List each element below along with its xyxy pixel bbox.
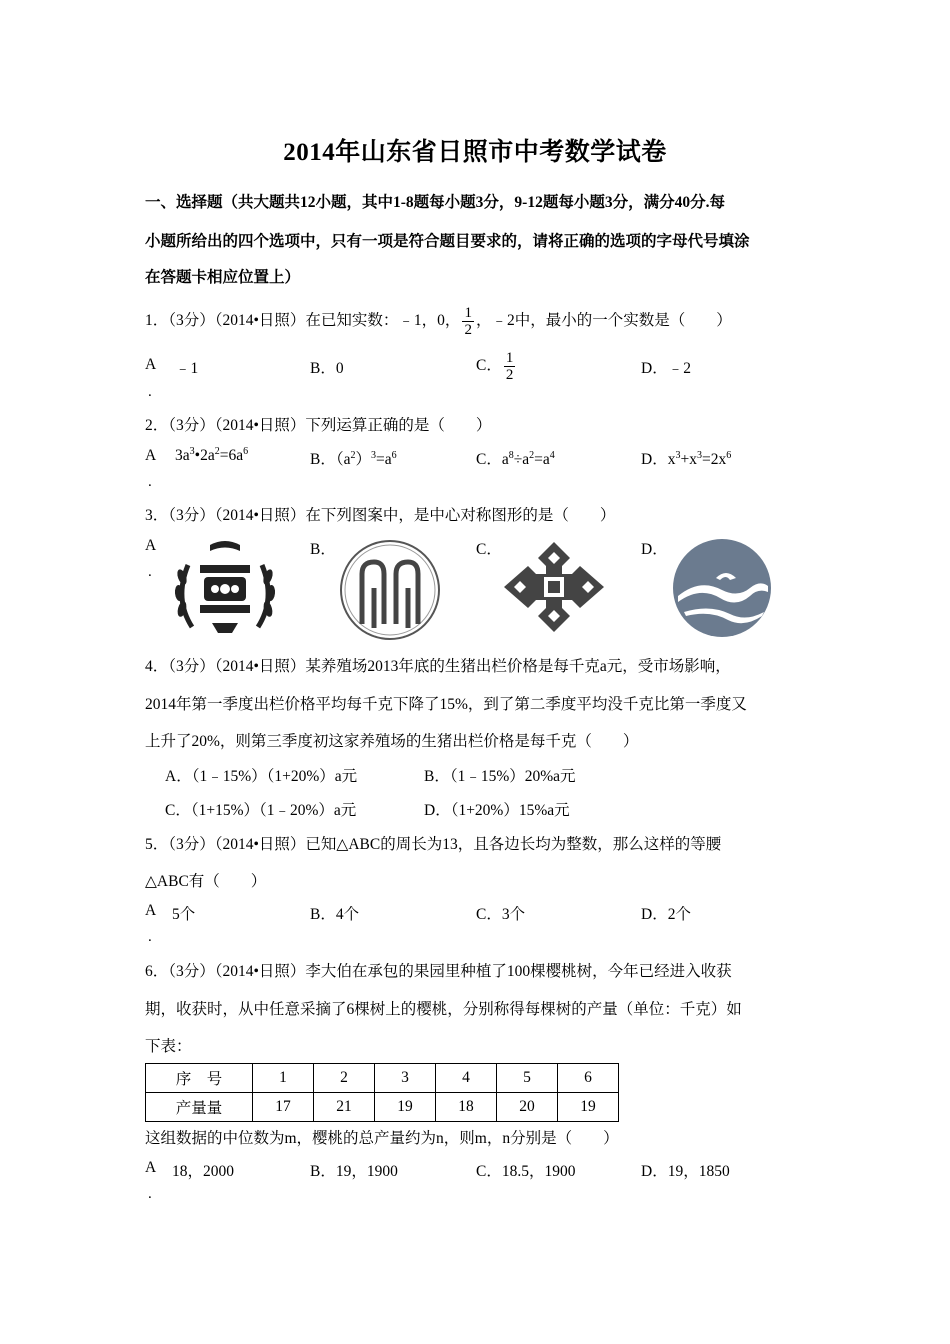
table-header-cell: 序 号 bbox=[146, 1064, 253, 1093]
question-6-stem-line-1: 6．（3分）（2014•日照）李大伯在承包的果园里种植了100棵樱桃树，今年已经进入收获 bbox=[145, 963, 732, 980]
table-cell: 18 bbox=[436, 1093, 497, 1122]
table-cell: 2 bbox=[314, 1064, 375, 1093]
question-2-stem: 2．（3分）（2014•日照）下列运算正确的是（ ） bbox=[145, 417, 492, 434]
question-5-option-d: D．2个 bbox=[641, 906, 691, 923]
question-6-after-table: 这组数据的中位数为m，樱桃的总产量约为n，则m，n分别是（ ） bbox=[145, 1130, 619, 1147]
question-2-option-d-label: D． bbox=[641, 451, 668, 468]
question-4-option-a: A．（1﹣15%）（1+20%）a元 bbox=[165, 768, 358, 785]
question-4-stem-line-3: 上升了20%，则第三季度初这家养殖场的生猪出栏价格是每千克（ ） bbox=[145, 733, 639, 750]
question-1-fraction-denominator: 2 bbox=[464, 321, 472, 338]
option-dot: . bbox=[148, 929, 152, 945]
question-3-option-b-label: B． bbox=[310, 541, 336, 558]
question-5-stem-line-2: △ABC有（ ） bbox=[145, 873, 267, 890]
section-heading-line-2: 小题所给出的四个选项中，只有一项是符合题目要求的，请将正确的选项的字母代号填涂 bbox=[145, 233, 750, 250]
table-cell: 21 bbox=[314, 1093, 375, 1122]
question-1-stem-part-a: 1．（3分）（2014•日照）在已知实数：﹣1，0， bbox=[145, 312, 461, 329]
question-4-stem-line-2: 2014年第一季度出栏价格平均每千克下降了15%，到了第二季度平均没千克比第一季度又 bbox=[145, 696, 747, 713]
table-row bbox=[146, 1064, 619, 1093]
table-cell: 17 bbox=[253, 1093, 314, 1122]
question-2-option-c: C．$a^8\div a^2=a^4$ bbox=[476, 450, 555, 468]
table-cell: 3 bbox=[375, 1064, 436, 1093]
option-dot: . bbox=[148, 474, 152, 490]
question-1-option-c-denominator: 2 bbox=[505, 367, 514, 383]
question-2-option-a-label: A bbox=[145, 447, 157, 464]
question-2-option-a: $3a^3•2a^2=6a^6$ bbox=[175, 446, 249, 464]
question-3-option-a-label: A bbox=[145, 537, 157, 554]
question-5-option-a-label: A bbox=[145, 902, 157, 919]
question-1-option-c bbox=[476, 350, 517, 383]
question-2-option-c-label: C． bbox=[476, 451, 502, 468]
question-1-fraction-numerator: 1 bbox=[464, 304, 472, 321]
question-4-option-d: D．（1+20%）15%a元 bbox=[424, 802, 570, 819]
wave-circle-figure bbox=[670, 538, 774, 638]
emblem-laurel-figure bbox=[170, 537, 280, 641]
table-row bbox=[146, 1093, 619, 1122]
question-6-option-d: D．19，1850 bbox=[641, 1163, 730, 1180]
table-cell: 1 bbox=[253, 1064, 314, 1093]
question-2-option-b-label: B． bbox=[310, 451, 336, 468]
question-4-option-b: B．（1﹣15%）20%a元 bbox=[424, 768, 576, 785]
section-heading-line-3: 在答题卡相应位置上） bbox=[145, 269, 301, 286]
question-1-stem-part-b: ，﹣2中，最小的一个实数是（ ） bbox=[475, 312, 732, 329]
question-2-option-d: D．$x^3+x^3=2x^6$ bbox=[641, 450, 732, 468]
section-heading-line-1: 一、选择题（共大题共12小题，其中1-8题每小题3分，9-12题每小题3分，满分40分.每 bbox=[145, 194, 725, 211]
table-cell: 6 bbox=[558, 1064, 619, 1093]
question-1-option-c-label: C． bbox=[476, 357, 502, 374]
question-1-option-d: D．﹣2 bbox=[641, 360, 691, 377]
question-6-option-b: B．19，1900 bbox=[310, 1163, 398, 1180]
table-cell: 20 bbox=[497, 1093, 558, 1122]
question-1-option-c-fraction bbox=[504, 350, 516, 383]
question-3-option-c-label: C． bbox=[476, 541, 502, 558]
question-5-option-c: C．3个 bbox=[476, 906, 526, 923]
question-1-option-a-label: A bbox=[145, 356, 157, 373]
option-dot: . bbox=[148, 564, 152, 580]
question-1-option-a: ﹣1 bbox=[175, 360, 199, 377]
question-5-option-b: B．4个 bbox=[310, 906, 360, 923]
question-3-stem: 3．（3分）（2014•日照）在下列图案中，是中心对称图形的是（ ） bbox=[145, 507, 616, 524]
option-dot: . bbox=[148, 1186, 152, 1202]
question-5-option-a: 5个 bbox=[172, 906, 196, 923]
table-cell: 19 bbox=[375, 1093, 436, 1122]
yield-table bbox=[145, 1063, 619, 1122]
question-1-option-b: B．0 bbox=[310, 360, 344, 377]
question-3-option-d-label: D． bbox=[641, 541, 668, 558]
question-6-option-c: C．18.5，1900 bbox=[476, 1163, 576, 1180]
question-2-option-b: B．$(a^2)^3=a^6$ bbox=[310, 450, 397, 468]
table-cell: 4 bbox=[436, 1064, 497, 1093]
table-cell: 19 bbox=[558, 1093, 619, 1122]
question-1-stem bbox=[145, 303, 732, 343]
option-dot: . bbox=[148, 384, 152, 400]
question-6-option-a: 18，2000 bbox=[172, 1163, 235, 1180]
question-5-stem-line-1: 5．（3分）（2014•日照）已知△ABC的周长为13，且各边长均为整数，那么这样的等腰 bbox=[145, 836, 722, 853]
question-6-option-a-label: A bbox=[145, 1159, 157, 1176]
question-4-stem-line-1: 4．（3分）（2014•日照）某养殖场2013年底的生猪出栏价格是每千克a元，受市场影响， bbox=[145, 658, 731, 675]
table-cell: 5 bbox=[497, 1064, 558, 1093]
page-title: 2014年山东省日照市中考数学试卷 bbox=[283, 139, 667, 166]
cross-pattern-figure bbox=[500, 538, 608, 636]
question-1-fraction bbox=[462, 305, 474, 338]
question-4-option-c: C．（1+15%）（1﹣20%）a元 bbox=[165, 802, 357, 819]
question-1-option-c-numerator: 1 bbox=[505, 350, 514, 366]
question-6-stem-line-3: 下表： bbox=[145, 1038, 192, 1055]
circle-arch-figure bbox=[338, 538, 442, 642]
table-header-cell: 产量量 bbox=[146, 1093, 253, 1122]
question-6-stem-line-2: 期，收获时，从中任意采摘了6棵树上的樱桃，分别称得每棵树的产量（单位：千克）如 bbox=[145, 1001, 742, 1018]
